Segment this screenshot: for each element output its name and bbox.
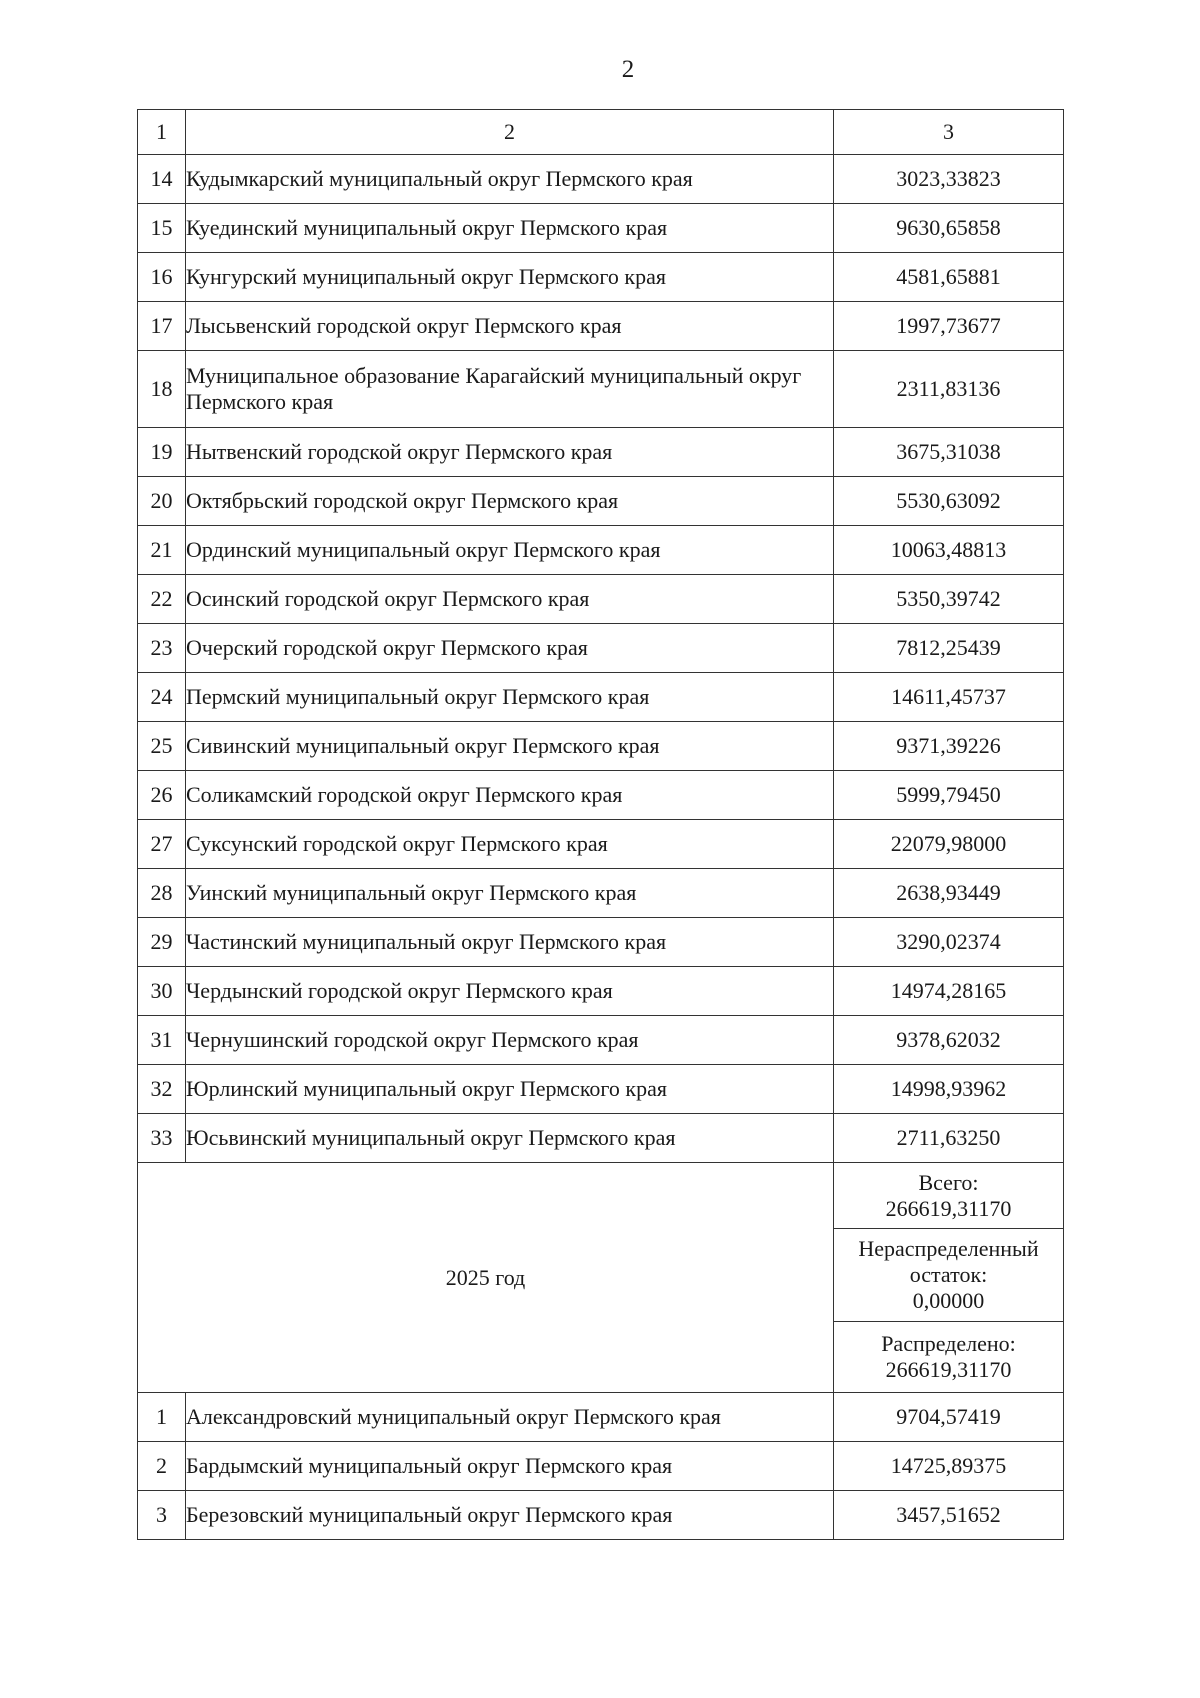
municipality-name: Ординский муниципальный округ Пермского края — [186, 526, 834, 575]
row-number: 14 — [138, 155, 186, 204]
municipality-name: Октябрьский городской округ Пермского края — [186, 477, 834, 526]
row-number: 17 — [138, 302, 186, 351]
row-number: 25 — [138, 722, 186, 771]
row-number: 28 — [138, 869, 186, 918]
remainder-cell-line: Нераспределенный — [858, 1236, 1039, 1261]
table-row — [138, 428, 1064, 477]
table-row — [138, 1393, 1064, 1442]
municipality-name: Чердынский городской округ Пермского края — [186, 967, 834, 1016]
total-cell — [834, 1163, 1064, 1229]
allocation-value: 3290,02374 — [834, 918, 1064, 967]
row-number: 21 — [138, 526, 186, 575]
allocation-value: 3457,51652 — [834, 1491, 1064, 1540]
row-number: 31 — [138, 1016, 186, 1065]
table-row — [138, 1114, 1064, 1163]
municipality-name: Чернушинский городской округ Пермского края — [186, 1016, 834, 1065]
table-row — [138, 673, 1064, 722]
total-cell-line: Всего: — [918, 1169, 979, 1195]
table-row — [138, 1016, 1064, 1065]
allocation-value: 14725,89375 — [834, 1442, 1064, 1491]
distributed-cell-line: Распределено: — [881, 1331, 1016, 1356]
municipality-name: Березовский муниципальный округ Пермского края — [186, 1491, 834, 1540]
year-label: 2025 год — [138, 1163, 834, 1393]
row-number: 16 — [138, 253, 186, 302]
row-number: 20 — [138, 477, 186, 526]
total-cell-line: 266619,31170 — [885, 1195, 1012, 1221]
row-number: 18 — [138, 351, 186, 428]
distributed-cell-line: 266619,31170 — [885, 1357, 1012, 1382]
allocation-value: 5530,63092 — [834, 477, 1064, 526]
municipality-name: Кунгурский муниципальный округ Пермского края — [186, 253, 834, 302]
allocation-value: 2711,63250 — [834, 1114, 1064, 1163]
municipality-name: Очерский городской округ Пермского края — [186, 624, 834, 673]
allocation-value: 9630,65858 — [834, 204, 1064, 253]
table-row — [138, 1442, 1064, 1491]
municipality-name: Юрлинский муниципальный округ Пермского края — [186, 1065, 834, 1114]
distributed-cell — [834, 1322, 1064, 1393]
row-number: 26 — [138, 771, 186, 820]
header-col-1: 1 — [138, 110, 186, 155]
allocation-value: 5999,79450 — [834, 771, 1064, 820]
remainder-cell — [834, 1229, 1064, 1322]
allocation-value: 1997,73677 — [834, 302, 1064, 351]
allocation-value: 22079,98000 — [834, 820, 1064, 869]
row-number: 30 — [138, 967, 186, 1016]
row-number: 33 — [138, 1114, 186, 1163]
header-col-2: 2 — [186, 110, 834, 155]
municipality-name: Кудымкарский муниципальный округ Пермского края — [186, 155, 834, 204]
allocation-value: 14998,93962 — [834, 1065, 1064, 1114]
municipality-name: Нытвенский городской округ Пермского края — [186, 428, 834, 477]
allocation-table — [137, 109, 1064, 1540]
page-number: 2 — [621, 56, 635, 83]
allocation-value: 2311,83136 — [834, 351, 1064, 428]
row-number: 23 — [138, 624, 186, 673]
table-row — [138, 204, 1064, 253]
table-row — [138, 967, 1064, 1016]
table-row — [138, 351, 1064, 428]
allocation-value: 9704,57419 — [834, 1393, 1064, 1442]
allocation-value: 3023,33823 — [834, 155, 1064, 204]
table-row — [138, 918, 1064, 967]
table-row — [138, 869, 1064, 918]
table-row — [138, 1491, 1064, 1540]
row-number: 29 — [138, 918, 186, 967]
municipality-name: Куединский муниципальный округ Пермского края — [186, 204, 834, 253]
allocation-value: 14611,45737 — [834, 673, 1064, 722]
municipality-name: Суксунский городской округ Пермского края — [186, 820, 834, 869]
table-header-row — [138, 110, 1064, 155]
row-number: 27 — [138, 820, 186, 869]
allocation-value: 9378,62032 — [834, 1016, 1064, 1065]
row-number: 32 — [138, 1065, 186, 1114]
table-row — [138, 155, 1064, 204]
row-number: 1 — [138, 1393, 186, 1442]
municipality-name: Частинский муниципальный округ Пермского края — [186, 918, 834, 967]
table-row — [138, 477, 1064, 526]
table-row — [138, 575, 1064, 624]
allocation-value: 10063,48813 — [834, 526, 1064, 575]
allocation-value: 9371,39226 — [834, 722, 1064, 771]
municipality-name: Осинский городской округ Пермского края — [186, 575, 834, 624]
row-number: 15 — [138, 204, 186, 253]
allocation-value: 7812,25439 — [834, 624, 1064, 673]
remainder-cell-line: остаток: — [909, 1262, 988, 1287]
row-number: 24 — [138, 673, 186, 722]
row-number: 2 — [138, 1442, 186, 1491]
allocation-value: 14974,28165 — [834, 967, 1064, 1016]
year-summary-row — [138, 1163, 1064, 1229]
table-row — [138, 722, 1064, 771]
municipality-name: Соликамский городской округ Пермского края — [186, 771, 834, 820]
municipality-name: Александровский муниципальный округ Пермского края — [186, 1393, 834, 1442]
municipality-name: Муниципальное образование Карагайский муниципальный округ Пермского края — [186, 351, 834, 428]
municipality-name: Пермский муниципальный округ Пермского края — [186, 673, 834, 722]
row-number: 22 — [138, 575, 186, 624]
row-number: 19 — [138, 428, 186, 477]
municipality-name: Бардымский муниципальный округ Пермского края — [186, 1442, 834, 1491]
table-row — [138, 302, 1064, 351]
row-number: 3 — [138, 1491, 186, 1540]
remainder-cell-line: 0,00000 — [912, 1288, 985, 1313]
municipality-name: Сивинский муниципальный округ Пермского края — [186, 722, 834, 771]
municipality-name: Юсьвинский муниципальный округ Пермского края — [186, 1114, 834, 1163]
table-row — [138, 624, 1064, 673]
header-col-3: 3 — [834, 110, 1064, 155]
allocation-value: 3675,31038 — [834, 428, 1064, 477]
table-row — [138, 526, 1064, 575]
table-row — [138, 771, 1064, 820]
table-row — [138, 820, 1064, 869]
table-row — [138, 1065, 1064, 1114]
allocation-value: 4581,65881 — [834, 253, 1064, 302]
allocation-value: 5350,39742 — [834, 575, 1064, 624]
allocation-value: 2638,93449 — [834, 869, 1064, 918]
municipality-name: Уинский муниципальный округ Пермского края — [186, 869, 834, 918]
municipality-name: Лысьвенский городской округ Пермского края — [186, 302, 834, 351]
table-row — [138, 253, 1064, 302]
